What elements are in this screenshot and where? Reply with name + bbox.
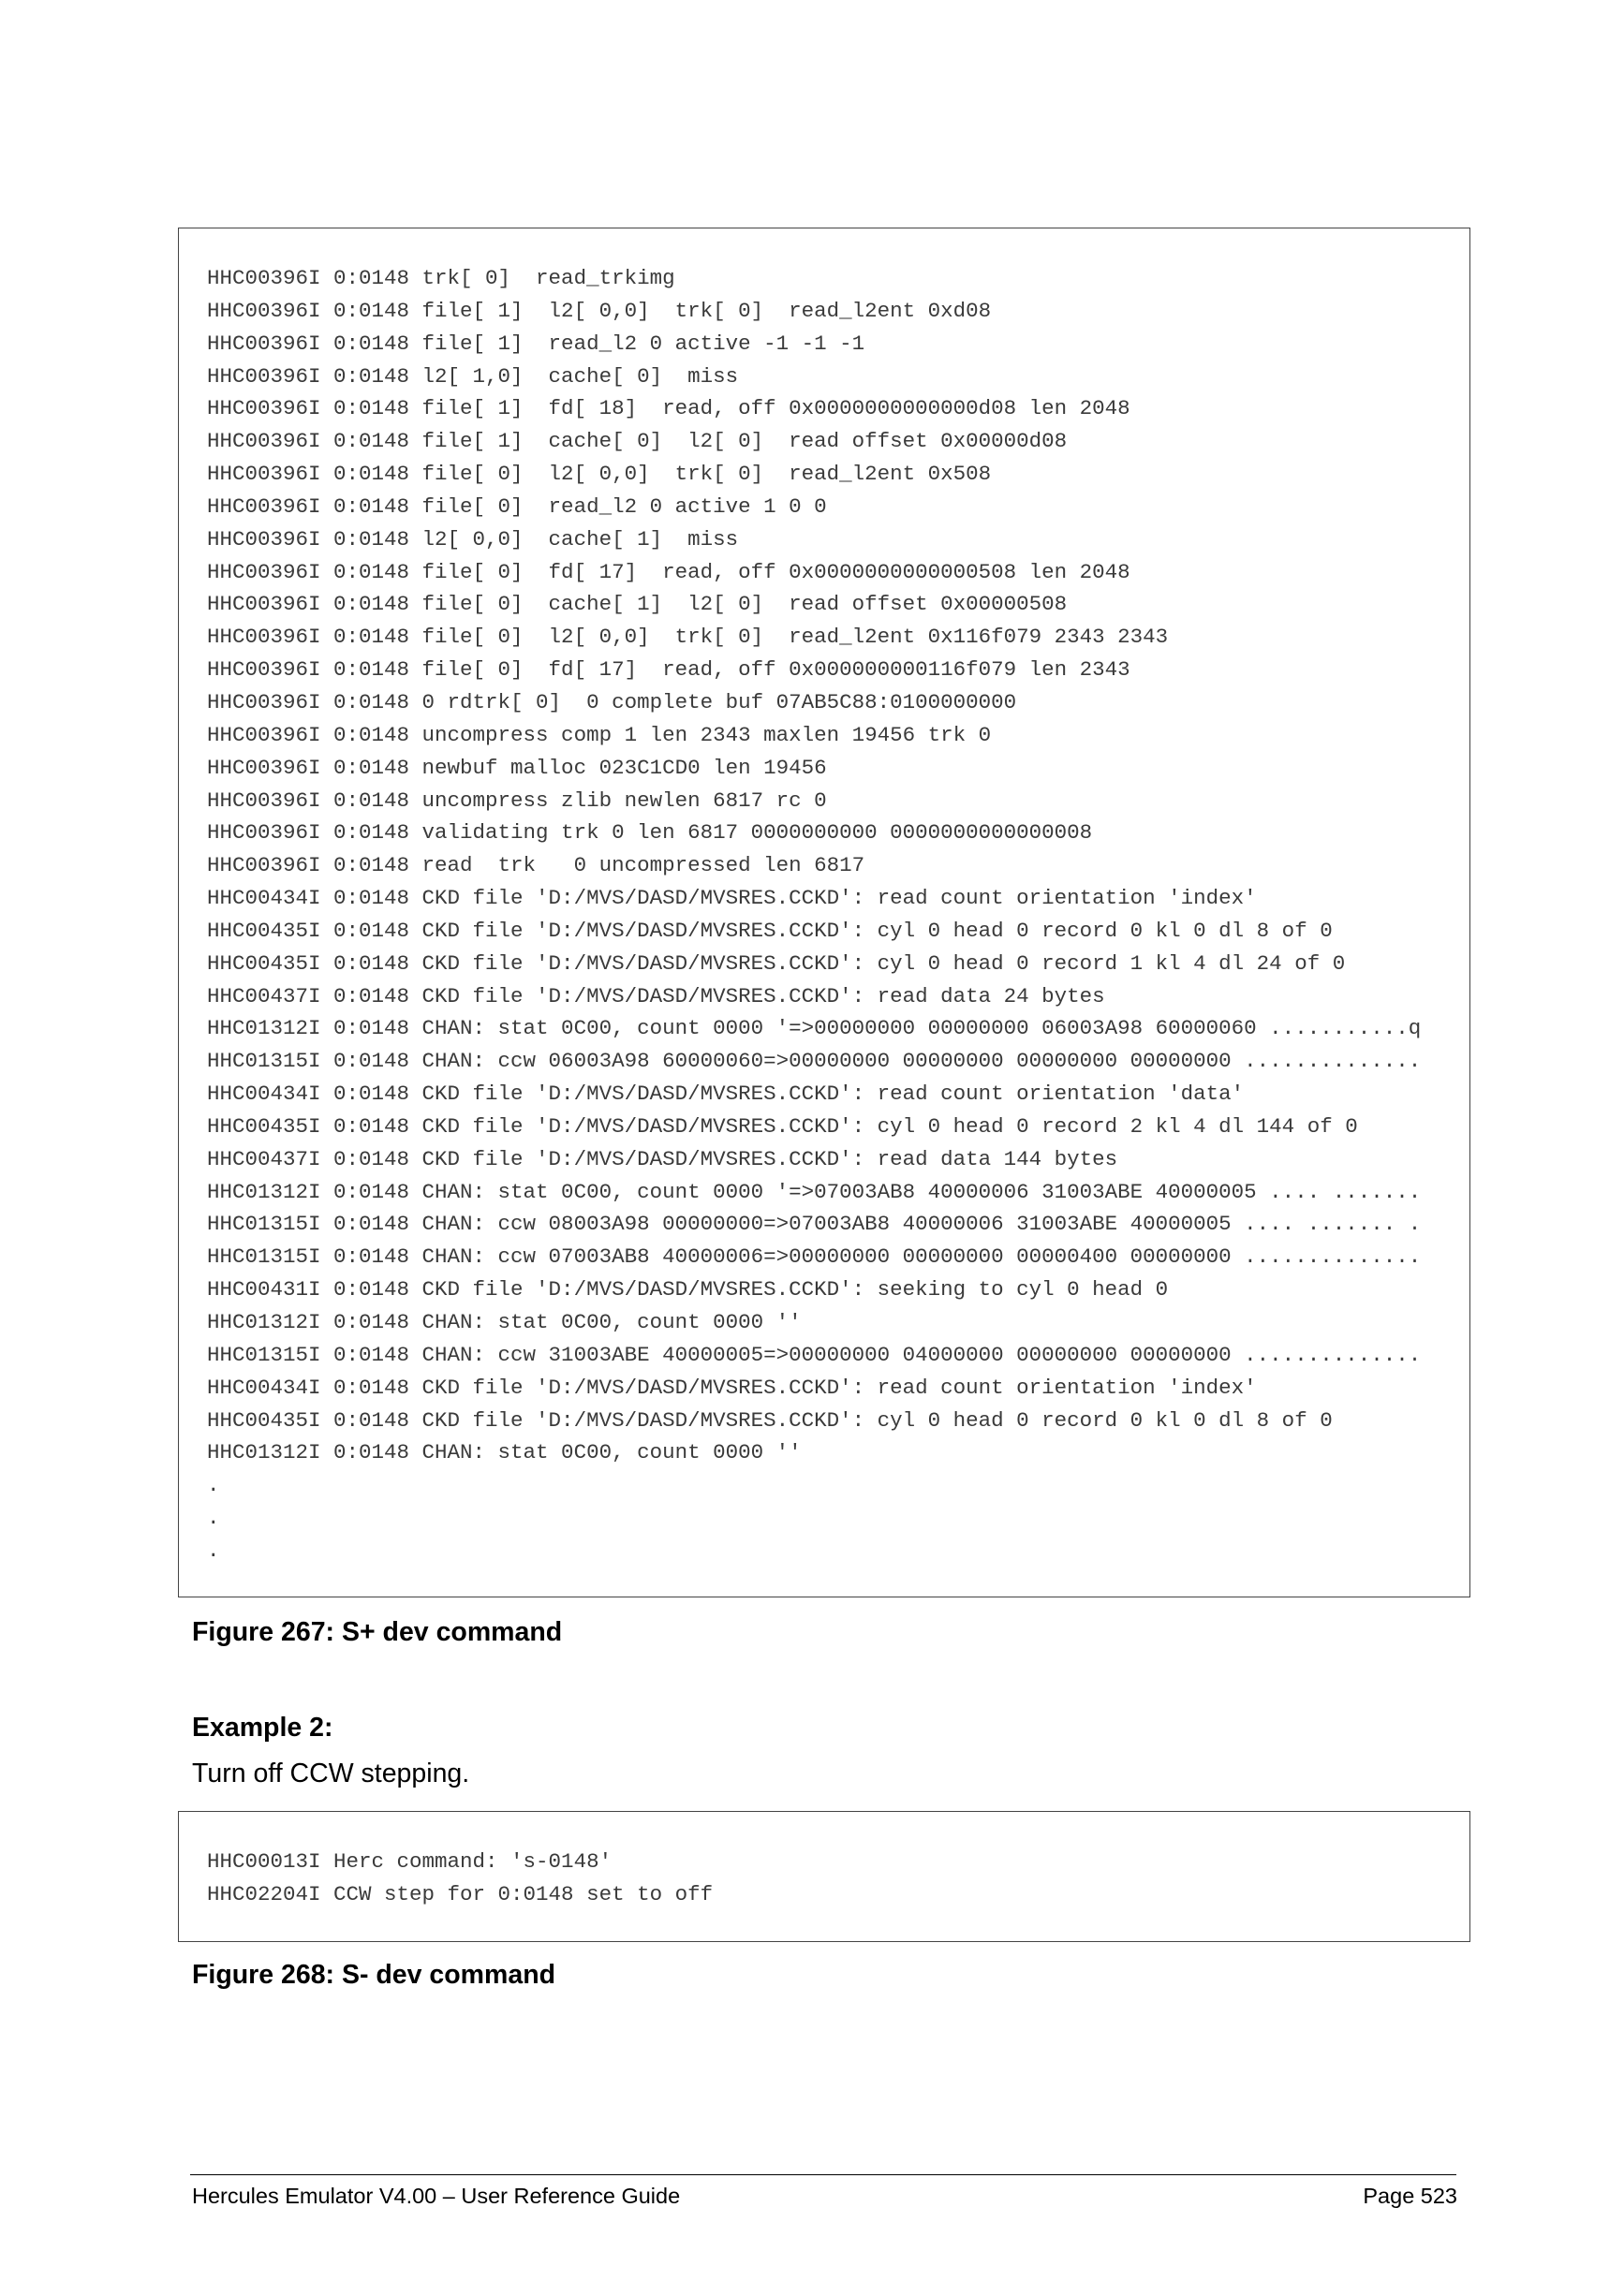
code-line: HHC00396I 0:0148 newbuf malloc 023C1CD0 len 19456 [207, 755, 827, 780]
code-line: . [207, 1473, 220, 1498]
code-line: HHC00396I 0:0148 file[ 0] l2[ 0,0] trk[ 0] read_l2ent 0x116f079 2343 2343 [207, 625, 1169, 650]
footer-divider [190, 2174, 1456, 2175]
example-heading: Example 2: [192, 1713, 333, 1743]
code-line: HHC00435I 0:0148 CKD file 'D:/MVS/DASD/MVSRES.CCKD': cyl 0 head 0 record 0 kl 0 dl 8 of 0 [207, 1407, 1333, 1433]
code-line: HHC01315I 0:0148 CHAN: ccw 08003A98 00000000=>07003AB8 40000006 31003ABE 40000005 .... ....... . [207, 1212, 1422, 1237]
code-line: HHC00396I 0:0148 l2[ 1,0] cache[ 0] miss [207, 363, 739, 389]
code-line: HHC00396I 0:0148 uncompress comp 1 len 2343 maxlen 19456 trk 0 [207, 722, 992, 747]
code-line: HHC00396I 0:0148 read trk 0 uncompressed len 6817 [207, 853, 865, 878]
code-line: HHC00435I 0:0148 CKD file 'D:/MVS/DASD/MVSRES.CCKD': cyl 0 head 0 record 2 kl 4 dl 144 of 0 [207, 1113, 1358, 1139]
code-line: HHC00396I 0:0148 file[ 1] read_l2 0 active -1 -1 -1 [207, 331, 865, 356]
code-line: HHC02204I CCW step for 0:0148 set to off [207, 1881, 714, 1906]
code-line: HHC00434I 0:0148 CKD file 'D:/MVS/DASD/MVSRES.CCKD': read count orientation 'index' [207, 1375, 1257, 1400]
code-line: HHC00396I 0:0148 file[ 1] cache[ 0] l2[ 0] read offset 0x00000d08 [207, 429, 1068, 454]
figure-267-code-block [178, 228, 1470, 1597]
code-line: HHC00396I 0:0148 file[ 0] fd[ 17] read, off 0x0000000000000508 len 2048 [207, 559, 1130, 584]
figure-268-caption: Figure 268: S- dev command [192, 1960, 556, 1990]
code-line: HHC00396I 0:0148 file[ 0] fd[ 17] read, off 0x000000000116f079 len 2343 [207, 657, 1130, 683]
figure-267-caption: Figure 267: S+ dev command [192, 1617, 563, 1647]
code-line: HHC00434I 0:0148 CKD file 'D:/MVS/DASD/MVSRES.CCKD': read count orientation 'data' [207, 1082, 1245, 1107]
code-line: HHC00435I 0:0148 CKD file 'D:/MVS/DASD/MVSRES.CCKD': cyl 0 head 0 record 0 kl 0 dl 8 of 0 [207, 918, 1333, 943]
code-line: HHC00396I 0:0148 trk[ 0] read_trkimg [207, 266, 675, 290]
code-line: HHC00396I 0:0148 file[ 1] l2[ 0,0] trk[ 0] read_l2ent 0xd08 [207, 298, 992, 323]
code-line: HHC00437I 0:0148 CKD file 'D:/MVS/DASD/MVSRES.CCKD': read data 144 bytes [207, 1146, 1118, 1171]
footer-page-number: Page 523 [1363, 2184, 1457, 2208]
code-line: . [207, 1538, 220, 1563]
code-line: HHC00396I 0:0148 file[ 0] read_l2 0 active 1 0 0 [207, 493, 827, 519]
code-line: HHC00437I 0:0148 CKD file 'D:/MVS/DASD/MVSRES.CCKD': read data 24 bytes [207, 983, 1105, 1008]
code-line: HHC01315I 0:0148 CHAN: ccw 31003ABE 40000005=>00000000 04000000 00000000 00000000 .............. [207, 1342, 1422, 1367]
code-line: HHC00013I Herc command: 's-0148' [207, 1849, 613, 1874]
code-line: HHC00396I 0:0148 file[ 1] fd[ 18] read, off 0x0000000000000d08 len 2048 [207, 396, 1130, 421]
code-line: HHC00431I 0:0148 CKD file 'D:/MVS/DASD/MVSRES.CCKD': seeking to cyl 0 head 0 [207, 1277, 1169, 1303]
code-line: HHC01315I 0:0148 CHAN: ccw 06003A98 60000060=>00000000 00000000 00000000 00000000 .............. [207, 1049, 1422, 1074]
code-line: HHC00396I 0:0148 file[ 0] cache[ 1] l2[ 0] read offset 0x00000508 [207, 592, 1068, 617]
footer-document-title: Hercules Emulator V4.00 – User Reference Guide [192, 2184, 681, 2208]
code-line: HHC00396I 0:0148 validating trk 0 len 6817 0000000000 0000000000000008 [207, 820, 1093, 846]
code-line: HHC01312I 0:0148 CHAN: stat 0C00, count 0000 '' [207, 1440, 802, 1465]
code-line: HHC01312I 0:0148 CHAN: stat 0C00, count 0000 '=>00000000 00000000 06003A98 60000060 ...........q [207, 1016, 1422, 1041]
code-line: . [207, 1506, 220, 1531]
code-line: HHC00396I 0:0148 l2[ 0,0] cache[ 1] miss [207, 526, 739, 552]
code-line: HHC00435I 0:0148 CKD file 'D:/MVS/DASD/MVSRES.CCKD': cyl 0 head 0 record 1 kl 4 dl 24 of 0 [207, 950, 1346, 976]
code-line: HHC00396I 0:0148 0 rdtrk[ 0] 0 complete buf 07AB5C88:0100000000 [207, 689, 1017, 714]
code-line: HHC00396I 0:0148 uncompress zlib newlen 6817 rc 0 [207, 787, 827, 813]
figure-268-code-block [178, 1811, 1470, 1942]
code-line: HHC01312I 0:0148 CHAN: stat 0C00, count 0000 '' [207, 1310, 802, 1334]
code-line: HHC00396I 0:0148 file[ 0] l2[ 0,0] trk[ 0] read_l2ent 0x508 [207, 462, 992, 487]
code-line: HHC01312I 0:0148 CHAN: stat 0C00, count 0000 '=>07003AB8 40000006 31003ABE 40000005 .... ....... [207, 1179, 1422, 1204]
example-description: Turn off CCW stepping. [192, 1759, 470, 1788]
code-line: HHC01315I 0:0148 CHAN: ccw 07003AB8 40000006=>00000000 00000000 00000400 00000000 .............. [207, 1244, 1422, 1270]
code-line: HHC00434I 0:0148 CKD file 'D:/MVS/DASD/MVSRES.CCKD': read count orientation 'index' [207, 886, 1257, 911]
